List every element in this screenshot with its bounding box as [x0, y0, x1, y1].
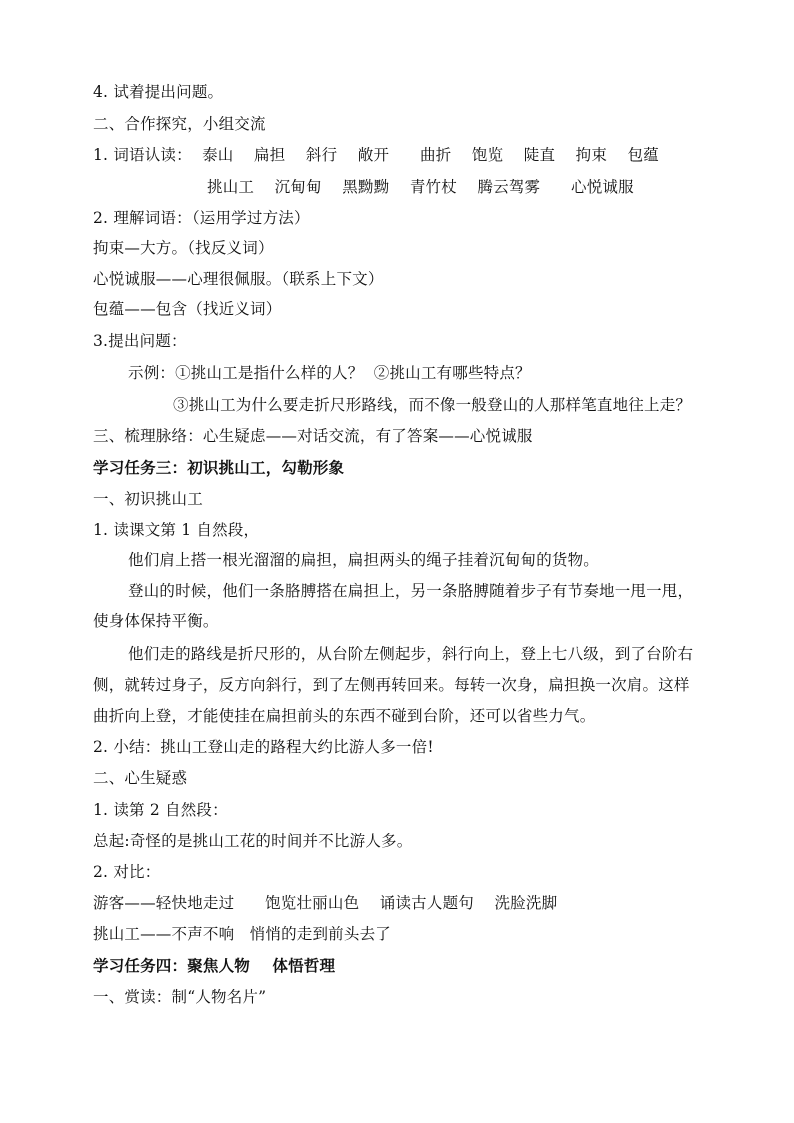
paragraph-line: 使身体保持平衡。 — [93, 612, 219, 630]
paragraph-line: 登山的时候，他们一条胳膊搭在扁担上，另一条胳膊随着步子有节奏地一甩一甩， — [128, 582, 694, 600]
task-heading: 学习任务三：初识挑山工，勾勒形象 — [93, 458, 345, 477]
paragraph-line: 曲折向上登，才能使挂在扁担前头的东西不碰到台阶，还可以省些力气。 — [93, 707, 596, 725]
text-line: 示例：①挑山工是指什么样的人？ ②挑山工有哪些特点？ — [128, 364, 531, 382]
paragraph-line: 他们走的路线是折尺形的，从台阶左侧起步，斜行向上，登上七八级，到了台阶右 — [128, 645, 694, 663]
text-line: 包蕴——包含（找近义词） — [93, 300, 282, 318]
text-line: 2. 对比： — [93, 863, 161, 881]
text-line: 2. 小结：挑山工登山走的路程大约比游人多一倍! — [93, 738, 434, 756]
text-line: 总起:奇怪的是挑山工花的时间并不比游人多。 — [93, 832, 413, 850]
text-line: 心悦诚服——心理很佩服。（联系上下文） — [93, 270, 384, 288]
text-line: 挑山工——不声不响 悄悄的走到前头去了 — [93, 925, 391, 943]
section-heading: 一、赏读：制“人物名片” — [93, 988, 267, 1006]
text-line: 1. 读第 2 自然段： — [93, 801, 228, 819]
text-line: 拘束—大方。（找反义词） — [93, 239, 274, 257]
text-line: 1. 词语认读： 泰山 扁担 斜行 敞开 曲折 饱览 陡直 拘束 包蕴 — [93, 146, 659, 164]
text-line: 1. 读课文第 1 自然段， — [93, 521, 260, 539]
section-heading: 二、心生疑惑 — [93, 769, 188, 787]
text-line: 游客——轻快地走过 饱览壮丽山色 诵读古人题句 洗脸洗脚 — [93, 894, 558, 912]
paragraph-line: 他们肩上搭一根光溜溜的扁担，扁担两头的绳子挂着沉甸甸的货物。 — [128, 551, 600, 569]
text-line: ③挑山工为什么要走折尺形路线，而不像一般登山的人那样笔直地往上走？ — [173, 396, 692, 414]
section-heading: 三、梳理脉络：心生疑虑——对话交流，有了答案——心悦诚服 — [93, 427, 533, 445]
text-line: 4. 试着提出问题。 — [93, 83, 224, 101]
text-line: 3.提出问题： — [93, 332, 187, 350]
text-line: 挑山工 沉甸甸 黑黝黝 青竹杖 腾云驾雾 心悦诚服 — [207, 178, 634, 196]
section-heading: 一、初识挑山工 — [93, 490, 203, 508]
task-heading: 学习任务四：聚焦人物 体悟哲理 — [93, 956, 336, 975]
text-line: 2. 理解词语：（运用学过方法） — [93, 209, 310, 227]
section-heading: 二、合作探究，小组交流 — [93, 115, 266, 133]
paragraph-line: 侧，就转过身子，反方向斜行，到了左侧再转回来。每转一次身，扁担换一次肩。这样 — [93, 676, 690, 694]
